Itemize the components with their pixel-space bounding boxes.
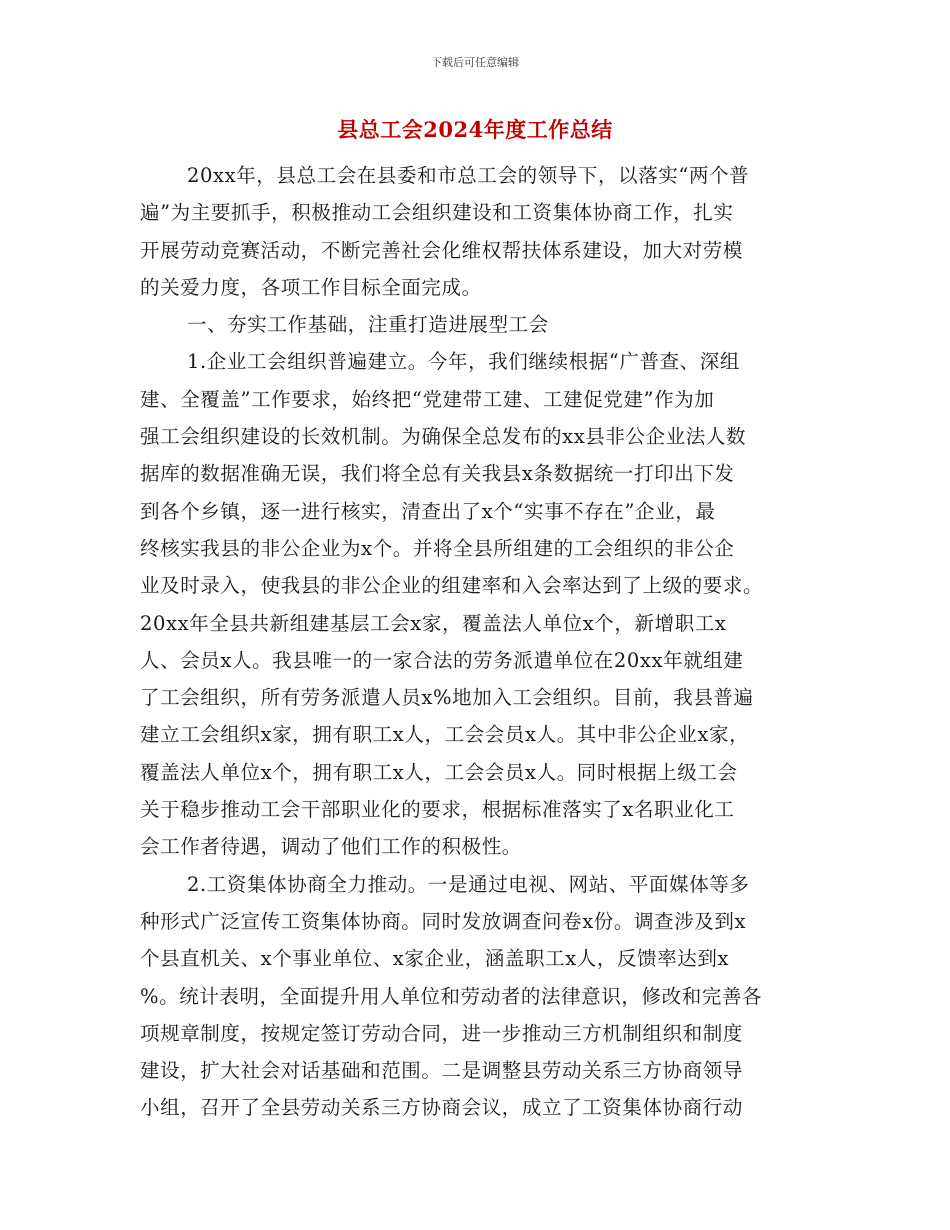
paragraph-line: 业及时录入，使我县的非公企业的组建率和入会率达到了上级的要求。 — [140, 574, 764, 598]
paragraph-line: %。统计表明，全面提升用人单位和劳动者的法律意识，修改和完善各 — [140, 984, 763, 1008]
paragraph-line: 20xx年全县共新组建基层工会x家，覆盖法人单位x个，新增职工x — [140, 611, 727, 635]
paragraph-line: 一、夯实工作基础，注重打造进展型工会 — [187, 313, 549, 337]
paragraph-line: 项规章制度，按规定签订劳动合同，进一步推动三方机制组织和制度 — [140, 1021, 744, 1045]
paragraph-line: 关于稳步推动工会干部职业化的要求，根据标准落实了x名职业化工 — [140, 798, 735, 822]
header-note: 下载后可任意编辑 — [431, 56, 519, 69]
paragraph-line: 覆盖法人单位x个，拥有职工x人，工会会员x人。同时根据上级工会 — [140, 760, 738, 784]
document-title: 县总工会2024年度工作总结 — [337, 117, 613, 142]
paragraph-line: 终核实我县的非公企业为x个。并将全县所组建的工会组织的非公企 — [140, 536, 735, 560]
paragraph-line: 人、会员x人。我县唯一的一家合法的劳务派遣单位在20xx年就组建 — [140, 648, 744, 672]
paragraph-line: 的关爱力度，各项工作目标全面完成。 — [140, 275, 482, 299]
paragraph-line: 遍”为主要抓手，积极推动工会组织建设和工资集体协商工作，扎实 — [140, 201, 734, 225]
paragraph-line: 了工会组织，所有劳务派遣人员x%地加入工会组织。目前，我县普遍 — [140, 686, 754, 710]
paragraph-line: 会工作者待遇，调动了他们工作的积极性。 — [140, 835, 522, 859]
paragraph-line: 2.工资集体协商全力推动。一是通过电视、网站、平面媒体等多 — [187, 872, 750, 896]
paragraph-line: 20xx年，县总工会在县委和市总工会的领导下，以落实“两个普 — [187, 164, 750, 187]
paragraph-line: 建设，扩大社会对话基础和范围。二是调整县劳动关系三方协商领导 — [140, 1059, 744, 1083]
paragraph-line: 种形式广泛宣传工资集体协商。同时发放调查问卷x份。调查涉及到x — [140, 909, 747, 933]
paragraph-line: 据库的数据准确无误，我们将全总有关我县x条数据统一打印出下发 — [140, 462, 735, 486]
paragraph-line: 小组，召开了全县劳动关系三方协商会议，成立了工资集体协商行动 — [140, 1096, 744, 1120]
paragraph-line: 到各个乡镇，逐一进行核实，清查出了x个“实事不存在”企业，最 — [140, 499, 716, 523]
paragraph-line: 1.企业工会组织普遍建立。今年，我们继续根据“广普查、深组 — [187, 350, 740, 374]
document-body — [140, 157, 830, 1127]
paragraph-line: 建、全覆盖”工作要求，始终把“党建带工建、工建促党建”作为加 — [140, 387, 715, 411]
paragraph-line: 强工会组织建设的长效机制。为确保全总发布的xx县非公企业法人数 — [140, 425, 747, 449]
paragraph-line: 个县直机关、x个事业单位、x家企业，涵盖职工x人，反馈率达到x — [140, 947, 730, 971]
paragraph-line: 开展劳动竞赛活动，不断完善社会化维权帮扶体系建设，加大对劳模 — [140, 238, 744, 262]
paragraph-line: 建立工会组织x家，拥有职工x人，工会会员x人。其中非公企业x家， — [140, 723, 750, 747]
